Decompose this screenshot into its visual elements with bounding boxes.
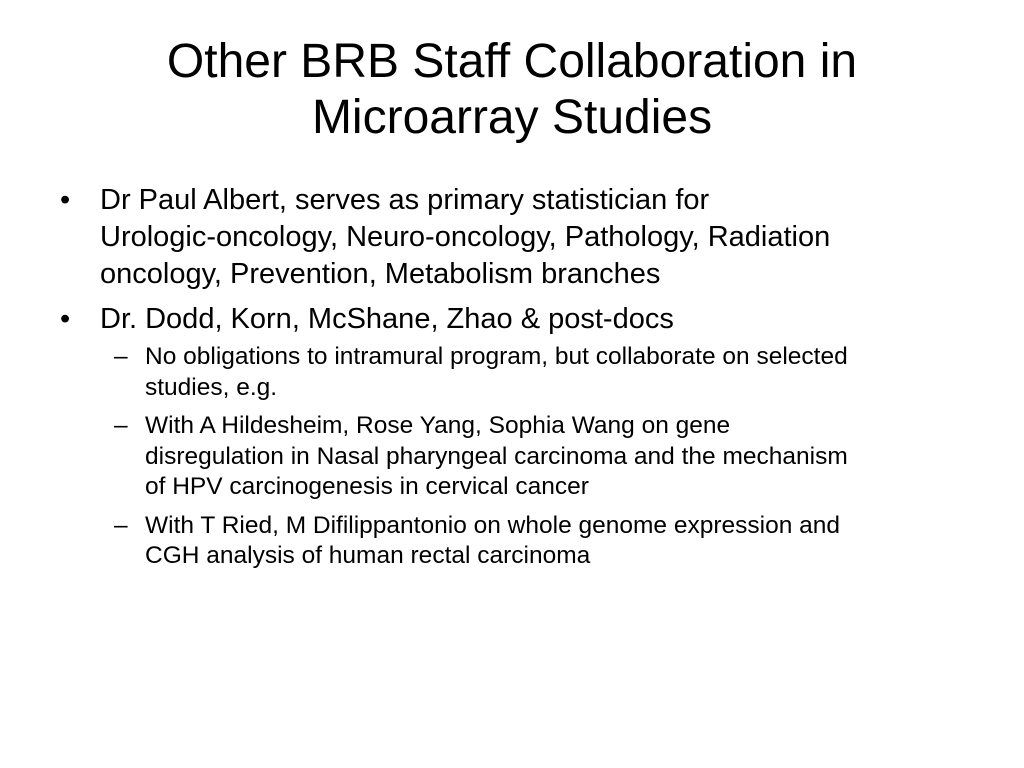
dash-icon: – [114,343,128,370]
bullet-list [56,182,976,580]
sub-bullet-item-hildesheim [100,411,976,503]
slide-title [60,34,964,146]
sub-bullet-list [100,342,976,572]
sub-bullet-text-line: With T Ried, M Difilippantonio on whole genome expression and [145,511,841,539]
bullet-text-line: Urologic-oncology, Neuro-oncology, Pathology, Radiation [100,221,831,253]
sub-bullet-text-line: studies, e.g. [145,373,278,401]
bullet-text-line: Dr Paul Albert, serves as primary statistician for [100,184,710,216]
sub-bullet-text-line: No obligations to intramural program, but collaborate on selected [145,343,848,370]
sub-bullet-text-line: With A Hildesheim, Rose Yang, Sophia Wang on gene [145,412,731,439]
slide-title-line: Microarray Studies [311,91,713,144]
sub-bullet-item-ried [100,511,976,572]
sub-bullet-text-line: disregulation in Nasal pharyngeal carcinoma and the mechanism [145,442,848,470]
bullet-icon: • [60,184,71,216]
slide-title-line: Other BRB Staff Collaboration in [166,35,858,88]
dash-icon: – [114,511,128,539]
bullet-item-dodd-korn [56,301,976,572]
sub-bullet-text-line: of HPV carcinogenesis in cervical cancer [145,473,589,500]
bullet-text-line: Dr. Dodd, Korn, McShane, Zhao & post-docs [100,303,674,335]
bullet-icon: • [60,303,71,335]
dash-icon: – [114,412,128,439]
sub-bullet-item-no-obligations [100,342,976,403]
bullet-text-line: oncology, Prevention, Metabolism branches [100,258,661,290]
sub-bullet-text-line: CGH analysis of human rectal carcinoma [145,542,591,569]
bullet-item-paul-albert [56,182,976,293]
